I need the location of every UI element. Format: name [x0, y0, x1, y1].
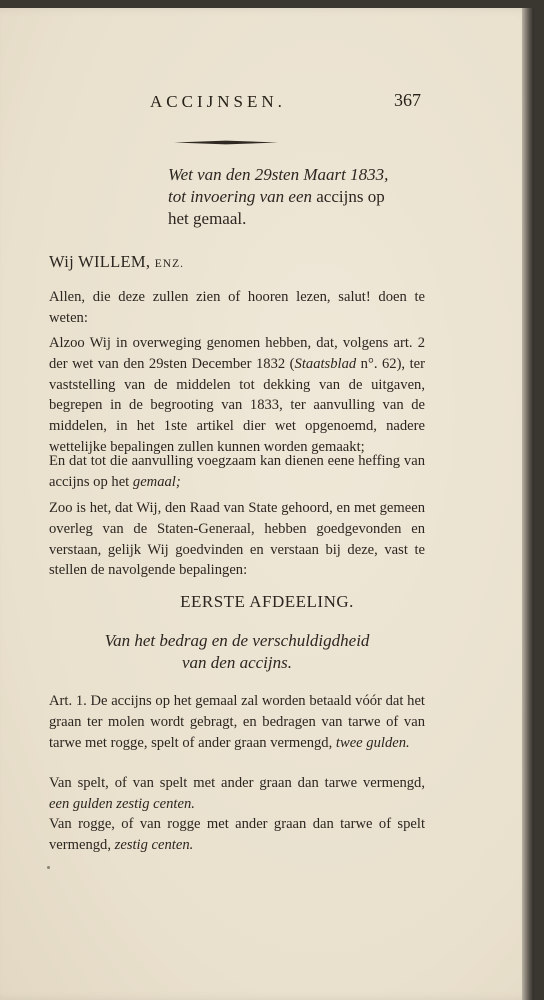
- running-head: ACCIJNSEN.: [150, 92, 286, 111]
- article-1-amount: twee gulden.: [335, 734, 410, 751]
- paragraph-3-gemaal: gemaal;: [132, 473, 181, 490]
- article-1-spelt: [49, 773, 425, 815]
- article-1-spelt-text: [49, 773, 425, 815]
- paragraph-4-text: Zoo is het, dat Wij, den Raad van State gehoord, en met gemeen overleg van de Staten-Generaal, hebben goedgevonden en verstaan, gelijk Wij goedvinden en verstaan bij deze, vast te stellen de navolgende bepalingen:: [49, 500, 425, 579]
- greeting-small: ENZ.: [154, 258, 184, 270]
- title-line-2-roman: accijns op: [316, 187, 385, 206]
- royal-greeting: [49, 252, 184, 272]
- article-1-rogge-text: [49, 814, 425, 856]
- rogge-amount: zestig centen.: [114, 836, 194, 853]
- article-1-part-a: Art. 1. De accijns op het gemaal zal worden betaald vóór dat het graan ter molen wordt gebragt, en bedragen van tarwe of van tarwe met rogge, spelt of ander graan vermengd,: [49, 693, 425, 751]
- law-title: [168, 164, 426, 230]
- paragraph-2-text: [49, 333, 425, 458]
- paragraph-2-staatsblad: Staatsblad: [294, 355, 357, 372]
- title-line-1: Wet van den 29sten Maart 1833,: [168, 165, 389, 184]
- subtitle-line-1: Van het bedrag en de verschuldigdheid: [104, 631, 370, 650]
- book-page: [0, 8, 534, 1000]
- paragraph-3-part-a: En dat tot die aanvulling voegzaam kan dienen eene heffing van accijns op het: [49, 453, 425, 490]
- paragraph-3: [49, 451, 425, 493]
- article-1-text: [49, 691, 425, 753]
- ornamental-rule: [174, 140, 278, 144]
- page-number: 367: [394, 90, 421, 110]
- paragraph-2-part-c: n°. 62), ter vaststelling van de middelen tot dekking van de uitgaven, begrepen in de begrooting van 1833, ter aanvulling van de middelen, in het 1ste artikel dier wet opgenoemd, nadere wettelijke bepalingen zullen kunnen worden gemaakt;: [49, 355, 425, 455]
- paper-speck: [47, 866, 50, 869]
- paragraph-1: [49, 287, 425, 329]
- article-1: [49, 691, 425, 753]
- paragraph-2-part-a: Alzoo Wij in overweging genomen hebben, dat, volgens art. 2 der wet van den 29sten December 1832 (: [49, 335, 425, 372]
- greeting-main: Wij WILLEM,: [49, 252, 151, 271]
- section-title: EERSTE AFDEELING.: [180, 592, 354, 611]
- spelt-amount: een gulden zestig centen.: [49, 795, 195, 812]
- paragraph-2: [49, 333, 425, 458]
- title-line-3: het gemaal.: [168, 209, 247, 228]
- rogge-part-a: Van rogge, of van rogge met ander graan dan tarwe of spelt vermengd,: [49, 816, 425, 853]
- page-edge: [522, 8, 534, 1000]
- paragraph-1-text: Allen, die deze zullen zien of hooren lezen, salut! doen te weten:: [49, 289, 425, 326]
- title-line-2: tot invoering van een: [168, 187, 312, 206]
- spelt-part-a: Van spelt, of van spelt met ander graan dan tarwe vermengd,: [49, 775, 425, 791]
- section-subtitle: [49, 630, 425, 674]
- subtitle-line-2: van den accijns.: [182, 653, 292, 672]
- article-1-rogge: [49, 814, 425, 856]
- page-header: [0, 86, 534, 116]
- paragraph-4: [49, 498, 425, 581]
- paragraph-3-text: [49, 451, 425, 493]
